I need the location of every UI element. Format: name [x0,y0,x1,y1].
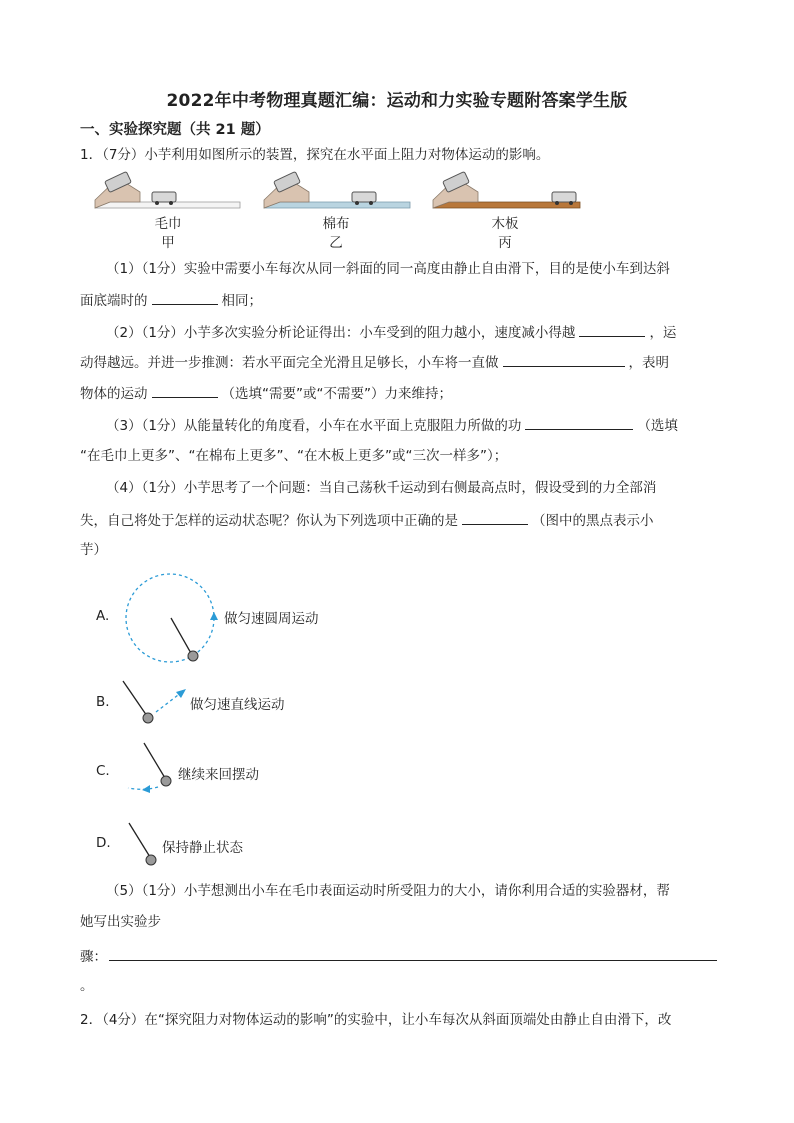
answer-blank[interactable] [579,321,645,337]
q1-part5-line3: 骤： [80,945,720,967]
answer-blank[interactable] [503,351,625,367]
ramp-figure [0,168,794,228]
option-a-figure [115,568,235,678]
q1-part2-line2: 动得越远。并进一步推测：若水平面完全光滑且足够长，小车将一直做 ，表明 [80,351,720,373]
q1-part1-line2: 面底端时的 相同； [80,289,720,311]
section-heading: 一、实验探究题（共 21 题） [80,122,270,138]
q1-part4-line3: 芋） [80,542,107,558]
q1-part5-line2: 她写出实验步 [80,914,161,930]
answer-blank-long[interactable] [109,945,717,961]
q1-stem: 1．（7分）小芋利用如图所示的装置，探究在水平面上阻力对物体运动的影响。 [80,147,550,163]
option-d-letter: D. [96,835,111,851]
option-b-figure [118,678,198,728]
q1-part3-line1: （3）（1分）从能量转化的角度看，小车在水平面上克服阻力所做的功 （选填 [106,414,720,436]
figure-caption-jia: 甲 [161,235,175,251]
option-c-letter: C. [96,763,110,779]
option-a-text: 做匀速圆周运动 [224,611,319,627]
document-title: 2022年中考物理真题汇编：运动和力实验专题附答案学生版 [166,91,628,111]
answer-blank[interactable] [152,289,218,305]
option-b-text: 做匀速直线运动 [190,697,285,713]
ramp-towel [95,171,240,208]
figure-label-wood: 木板 [491,216,519,232]
answer-blank[interactable] [462,509,528,525]
q1-part5-line1: （5）（1分）小芋想测出小车在毛巾表面运动时所受阻力的大小，请你利用合适的实验器材，帮 [106,883,670,899]
q1-part3-line2: “在毛巾上更多”、“在棉布上更多”、“在木板上更多”或“三次一样多”）； [80,448,508,464]
option-c-text: 继续来回摆动 [178,767,259,783]
q1-part4-line1: （4）（1分）小芋思考了一个问题：当自己荡秋千运动到右侧最高点时，假设受到的力全部消 [106,480,657,496]
answer-blank[interactable] [525,414,633,430]
figure-label-towel: 毛巾 [154,216,182,232]
figure-caption-bing: 丙 [498,235,512,251]
option-a-letter: A. [96,608,110,624]
q1-part1-line1: （1）（1分）实验中需要小车每次从同一斜面的同一高度由静止自由滑下，目的是使小车到达斜 [106,261,670,277]
q1-part4-line2: 失，自己将处于怎样的运动状态呢？你认为下列选项中正确的是 （图中的黑点表示小 [80,509,720,531]
q1-part2-line3: 物体的运动 （选填“需要”或“不需要”）力来维持； [80,382,720,404]
q1-part5-end: 。 [80,978,94,994]
q2-stem: 2．（4分）在“探究阻力对物体运动的影响”的实验中，让小车每次从斜面顶端处由静止自由滑下，改 [80,1012,672,1028]
figure-caption-yi: 乙 [329,235,343,251]
ramp-cotton [264,171,410,208]
answer-blank[interactable] [152,382,218,398]
figure-label-cotton: 棉布 [322,216,350,232]
option-d-text: 保持静止状态 [162,840,243,856]
ramp-wood [433,171,580,208]
option-b-letter: B. [96,694,110,710]
q1-part2-line1: （2）（1分）小芋多次实验分析论证得出：小车受到的阻力越小，速度减小得越 ，运 [106,321,720,343]
